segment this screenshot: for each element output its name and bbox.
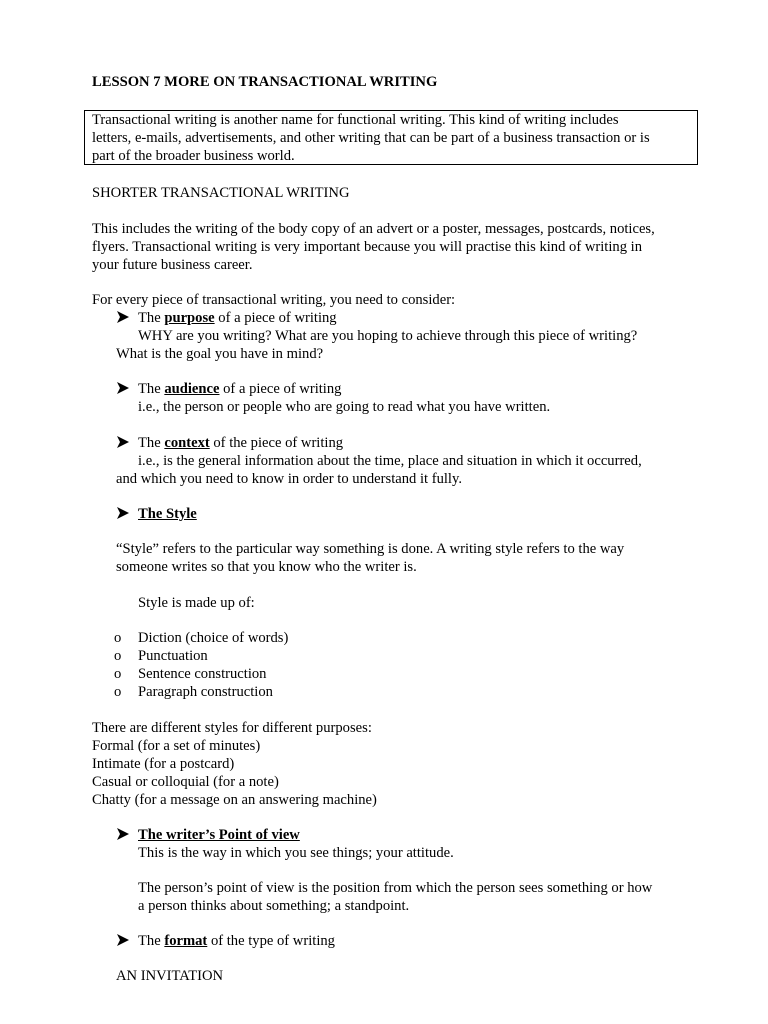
style-item: Sentence construction (138, 666, 267, 682)
pov-line-1: This is the way in which you see things; your attitude. (138, 845, 454, 861)
style-heading: The Style (138, 506, 197, 522)
audience-keyword: audience (164, 381, 220, 397)
style-item: Paragraph construction (138, 684, 273, 700)
intro-line-2: letters, e-mails, advertisements, and other writing that can be part of a business transaction or is (92, 130, 650, 146)
styles-item: Intimate (for a postcard) (92, 756, 235, 772)
para1-line-2: flyers. Transactional writing is very important because you will practise this kind of writing in (92, 239, 643, 255)
format-bullet: The format of the type of writing (138, 933, 335, 949)
pov-line-2: The person’s point of view is the position from which the person sees something or how (138, 880, 653, 896)
arrowhead-bullet-icon (116, 310, 130, 324)
hollow-circle-icon: o (114, 684, 122, 700)
context-line-3: and which you need to know in order to understand it fully. (116, 471, 462, 487)
style-line-1: “Style” refers to the particular way something is done. A writing style refers to the way (116, 541, 625, 557)
style-item: Diction (choice of words) (138, 630, 289, 646)
point-of-view-heading: The writer’s Point of view (138, 827, 300, 843)
pov-line-3: a person thinks about something; a standpoint. (138, 898, 410, 914)
hollow-circle-icon: o (114, 630, 122, 646)
purpose-keyword: purpose (164, 310, 215, 326)
intro-line-1: Transactional writing is another name for functional writing. This kind of writing includes (92, 112, 619, 128)
format-keyword: format (164, 933, 208, 949)
purpose-line-3: What is the goal you have in mind? (116, 346, 324, 362)
context-bullet: The context of the piece of writing (138, 435, 344, 451)
styles-intro: There are different styles for different purposes: (92, 720, 372, 736)
context-keyword: context (164, 435, 210, 451)
styles-item: Chatty (for a message on an answering machine) (92, 792, 377, 808)
arrowhead-bullet-icon (116, 827, 130, 841)
para1-line-1: This includes the writing of the body copy of an advert or a poster, messages, postcards, notices, (92, 221, 655, 237)
style-made-of: Style is made up of: (138, 595, 255, 611)
audience-line-2: i.e., the person or people who are going to read what you have written. (138, 399, 551, 415)
purpose-line-2: WHY are you writing? What are you hoping to achieve through this piece of writing? (138, 328, 638, 344)
styles-item: Formal (for a set of minutes) (92, 738, 261, 754)
para1-line-3: your future business career. (92, 257, 253, 273)
style-line-2: someone writes so that you know who the writer is. (116, 559, 417, 575)
arrowhead-bullet-icon (116, 506, 130, 520)
style-item: Punctuation (138, 648, 208, 664)
styles-item: Casual or colloquial (for a note) (92, 774, 279, 790)
intro-line-3: part of the broader business world. (92, 148, 295, 164)
arrowhead-bullet-icon (116, 435, 130, 449)
consider-intro: For every piece of transactional writing, you need to consider: (92, 292, 456, 308)
purpose-bullet: The purpose of a piece of writing (138, 310, 337, 326)
context-line-2: i.e., is the general information about the time, place and situation in which it occurred, (138, 453, 642, 469)
invitation-heading: AN INVITATION (116, 968, 224, 984)
audience-bullet: The audience of a piece of writing (138, 381, 342, 397)
hollow-circle-icon: o (114, 648, 122, 664)
section-heading: SHORTER TRANSACTIONAL WRITING (92, 185, 350, 201)
page-title: LESSON 7 MORE ON TRANSACTIONAL WRITING (92, 74, 438, 90)
hollow-circle-icon: o (114, 666, 122, 682)
arrowhead-bullet-icon (116, 933, 130, 947)
arrowhead-bullet-icon (116, 381, 130, 395)
